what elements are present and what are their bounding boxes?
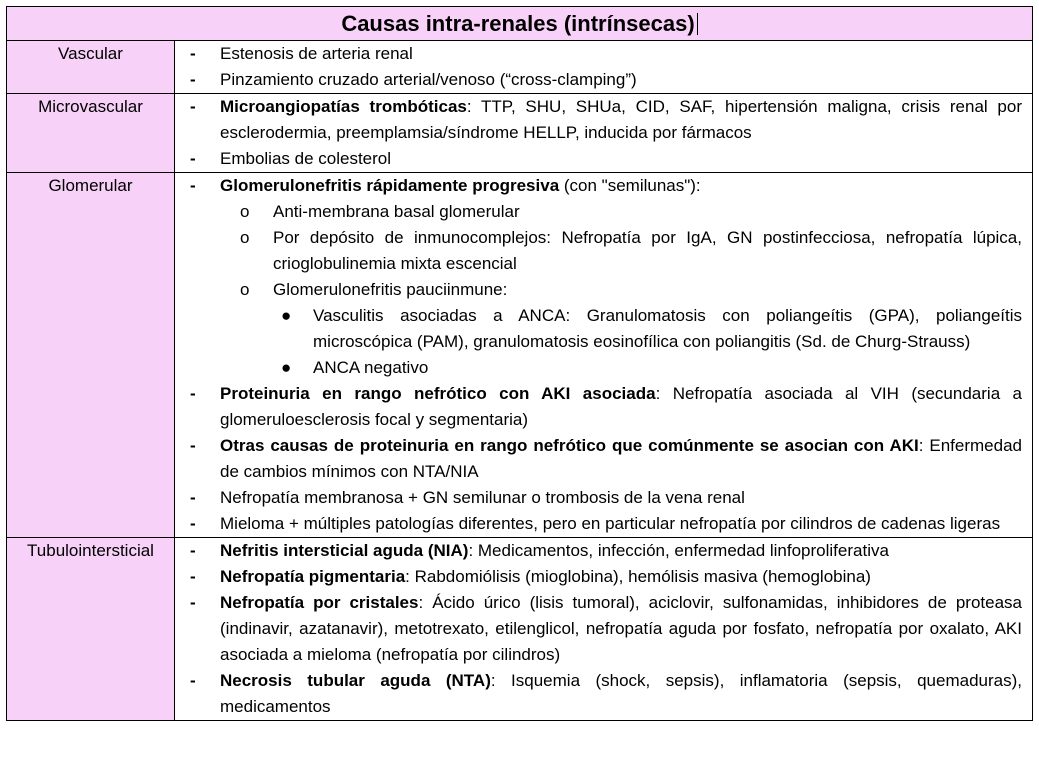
list-item: - Necrosis tubular aguda (NTA): Isquemia (shock, sepsis), inflamatoria (sepsis, quemaduras), medicamentos [175,668,1022,720]
list-item: - Proteinuria en rango nefrótico con AKI asociada: Nefropatía asociada al VIH (secundaria a glomeruloesclerosis focal y segmentaria) [175,381,1022,433]
category-microvascular: Microvascular [38,97,143,116]
table-row [7,538,1033,721]
sub-list-item: o Por depósito de inmunocomplejos: Nefropatía por IgA, GN postinfecciosa, nefropatía lúpica, crioglobulinemia mixta escencial [175,225,1022,277]
content-cell [175,94,1033,173]
list-item: - Estenosis de arteria renal [175,41,1022,67]
content-cell [175,41,1033,94]
dot-bullet-icon: ● [281,358,292,377]
circle-bullet-icon: o [240,280,250,299]
list-item: - Nefropatía membranosa + GN semilunar o trombosis de la vena renal [175,485,1022,511]
circle-bullet-icon: o [240,228,250,247]
category-cell [7,173,175,538]
table-title: Causas intra-renales (intrínsecas) [341,11,695,36]
content-cell [175,538,1033,721]
dash-bullet-icon: - [190,436,196,455]
dash-bullet-icon: - [190,488,196,507]
dot-bullet-icon: ● [281,306,292,325]
dash-bullet-icon: - [190,44,196,63]
sub-list-item: o Glomerulonefritis pauciinmune: [175,277,1022,303]
dash-bullet-icon: - [190,514,196,533]
dash-bullet-icon: - [190,176,196,195]
category-glomerular: Glomerular [48,176,133,195]
title-cell [7,7,1033,41]
circle-bullet-icon: o [240,202,250,221]
list-item: - Nefritis intersticial aguda (NIA): Medicamentos, infección, enfermedad linfoproliferativa [175,538,1022,564]
dash-bullet-icon: - [190,97,196,116]
table-row [7,41,1033,94]
sub-list-item: o Anti-membrana basal glomerular [175,199,1022,225]
category-vascular: Vascular [58,44,123,63]
category-cell [7,538,175,721]
causes-table [6,6,1033,721]
dash-bullet-icon: - [190,593,196,612]
title-row [7,7,1033,41]
category-cell [7,94,175,173]
list-item: - Embolias de colesterol [175,146,1022,172]
list-item: - Microangiopatías trombóticas: TTP, SHU, SHUa, CID, SAF, hipertensión maligna, crisis renal por esclerodermia, preemplamsia/síndrome HELLP, inducida por fármacos [175,94,1022,146]
content-cell [175,173,1033,538]
category-cell [7,41,175,94]
list-item: - Pinzamiento cruzado arterial/venoso (“cross-clamping”) [175,67,1022,93]
dash-bullet-icon: - [190,384,196,403]
list-item: - Nefropatía pigmentaria: Rabdomiólisis (mioglobina), hemólisis masiva (hemoglobina) [175,564,1022,590]
dash-bullet-icon: - [190,671,196,690]
table-row [7,94,1033,173]
dash-bullet-icon: - [190,567,196,586]
list-item: - Glomerulonefritis rápidamente progresiva (con "semilunas"): [175,173,1022,199]
dash-bullet-icon: - [190,70,196,89]
dash-bullet-icon: - [190,149,196,168]
dash-bullet-icon: - [190,541,196,560]
sub-sub-list-item: ● Vasculitis asociadas a ANCA: Granulomatosis con poliangeítis (GPA), poliangeítis microscópica (PAM), granulomatosis eosinofílica con poliangitis (Sd. de Churg-Strauss) [175,303,1022,355]
text-cursor [697,13,698,35]
list-item: - Otras causas de proteinuria en rango nefrótico que comúnmente se asocian con AKI: Enfermedad de cambios mínimos con NTA/NIA [175,433,1022,485]
table-row [7,173,1033,538]
list-item: - Nefropatía por cristales: Ácido úrico (lisis tumoral), aciclovir, sulfonamidas, inhibidores de proteasa (indinavir, azatanavir), metotrexato, etilenglicol, nefropatía aguda por fosfato, nefropatía por oxalato, AKI asociada a mieloma (nefropatía por cilindros) [175,590,1022,668]
category-tubulointersticial: Tubulointersticial [27,541,154,560]
sub-sub-list-item: ● ANCA negativo [175,355,1022,381]
list-item: - Mieloma + múltiples patologías diferentes, pero en particular nefropatía por cilindros de cadenas ligeras [175,511,1022,537]
